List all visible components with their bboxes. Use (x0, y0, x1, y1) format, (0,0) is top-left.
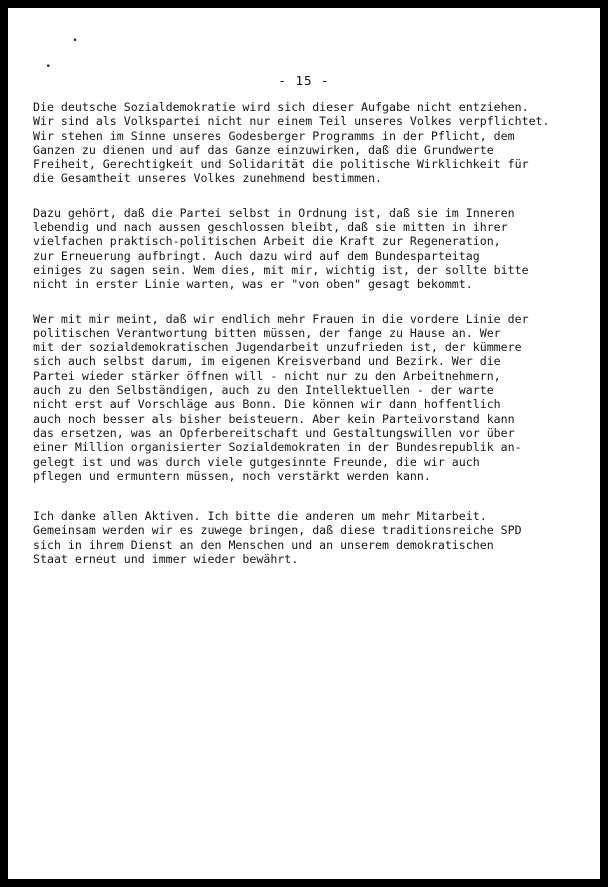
document-body (33, 100, 593, 566)
text-line: einiges zu sagen sein. Wem dies, mit mir, wichtig ist, der sollte bitte (33, 262, 529, 277)
text-line: sich in ihrem Dienst an den Menschen und an unserem demokratischen (33, 537, 494, 552)
text-line: Die deutsche Sozialdemokratie wird sich dieser Aufgabe nicht entziehen. (33, 100, 529, 114)
text-line: einer Million organisierter Sozialdemokraten in der Bundesrepublik an- (33, 440, 522, 455)
text-line: Wir stehen im Sinne unseres Godesberger Programms in der Pflicht, dem (33, 128, 515, 143)
text-line: gelegt ist und was durch viele gutgesinnte Freunde, die wir auch (33, 454, 480, 469)
text-line: die Gesamtheit unseres Volkes zunehmend bestimmen. (33, 171, 383, 186)
text-line: lebendig und nach aussen geschlossen bleibt, daß sie mitten in ihrer (33, 220, 508, 235)
text-line: nicht erst auf Vorschläge aus Bonn. Die können wir dann hoffentlich (33, 397, 501, 412)
paragraph-4 (33, 509, 593, 566)
paragraph-2 (33, 206, 593, 292)
text-line: Gemeinsam werden wir es zuwege bringen, daß diese traditionsreiche SPD (33, 523, 522, 538)
paragraph-3 (33, 312, 593, 484)
paragraph-1 (33, 100, 593, 186)
text-line: auch noch besser als bisher beisteuern. Aber kein Parteivorstand kann (33, 411, 515, 426)
text-line: Partei wieder stärker öffnen will - nicht nur zu den Arbeitnehmern, (33, 368, 501, 383)
text-line: nicht in erster Linie warten, was er "von oben" gesagt bekommt. (33, 277, 473, 292)
text-line: vielfachen praktisch-politischen Arbeit die Kraft zur Regeneration, (33, 234, 501, 249)
margin-mark: • (44, 61, 53, 73)
text-line: sich auch selbst darum, im eigenen Kreisverband und Bezirk. Wer die (33, 354, 501, 369)
text-line: Ganzen zu dienen und auf das Ganze einzuwirken, daß die Grundwerte (33, 142, 494, 157)
text-line: mit der sozialdemokratischen Jugendarbeit unzufrieden ist, der kümmere (33, 340, 522, 355)
margin-mark: • (70, 35, 81, 47)
text-line: Wer mit mir meint, daß wir endlich mehr Frauen in die vordere Linie der (33, 311, 529, 326)
text-line: das ersetzen, was an Opferbereitschaft und Gestaltungswillen vor über (33, 425, 515, 440)
text-line: auch zu den Selbständigen, auch zu den Intellektuellen - der warte (33, 383, 494, 398)
text-line: Dazu gehört, daß die Partei selbst in Ordnung ist, daß sie im Inneren (33, 205, 515, 220)
text-line: Wir sind als Volkspartei nicht nur einem Teil unseres Volkes verpflichtet. (33, 114, 550, 129)
document-page (8, 8, 600, 879)
text-line: politischen Verantwortung bitten müssen, der fange zu Hause an. Wer (33, 325, 501, 340)
page-number: - 15 - (278, 73, 330, 88)
text-line: Staat erneut und immer wieder bewährt. (33, 552, 299, 567)
text-line: Freiheit, Gerechtigkeit und Solidarität die politische Wirklichkeit für (33, 157, 529, 172)
text-line: zur Erneuerung aufbringt. Auch dazu wird auf dem Bundesparteitag (33, 248, 480, 263)
text-line: Ich danke allen Aktiven. Ich bitte die anderen um mehr Mitarbeit. (33, 509, 487, 524)
text-line: pflegen und ermuntern müssen, noch verstärkt werden kann. (33, 468, 431, 483)
